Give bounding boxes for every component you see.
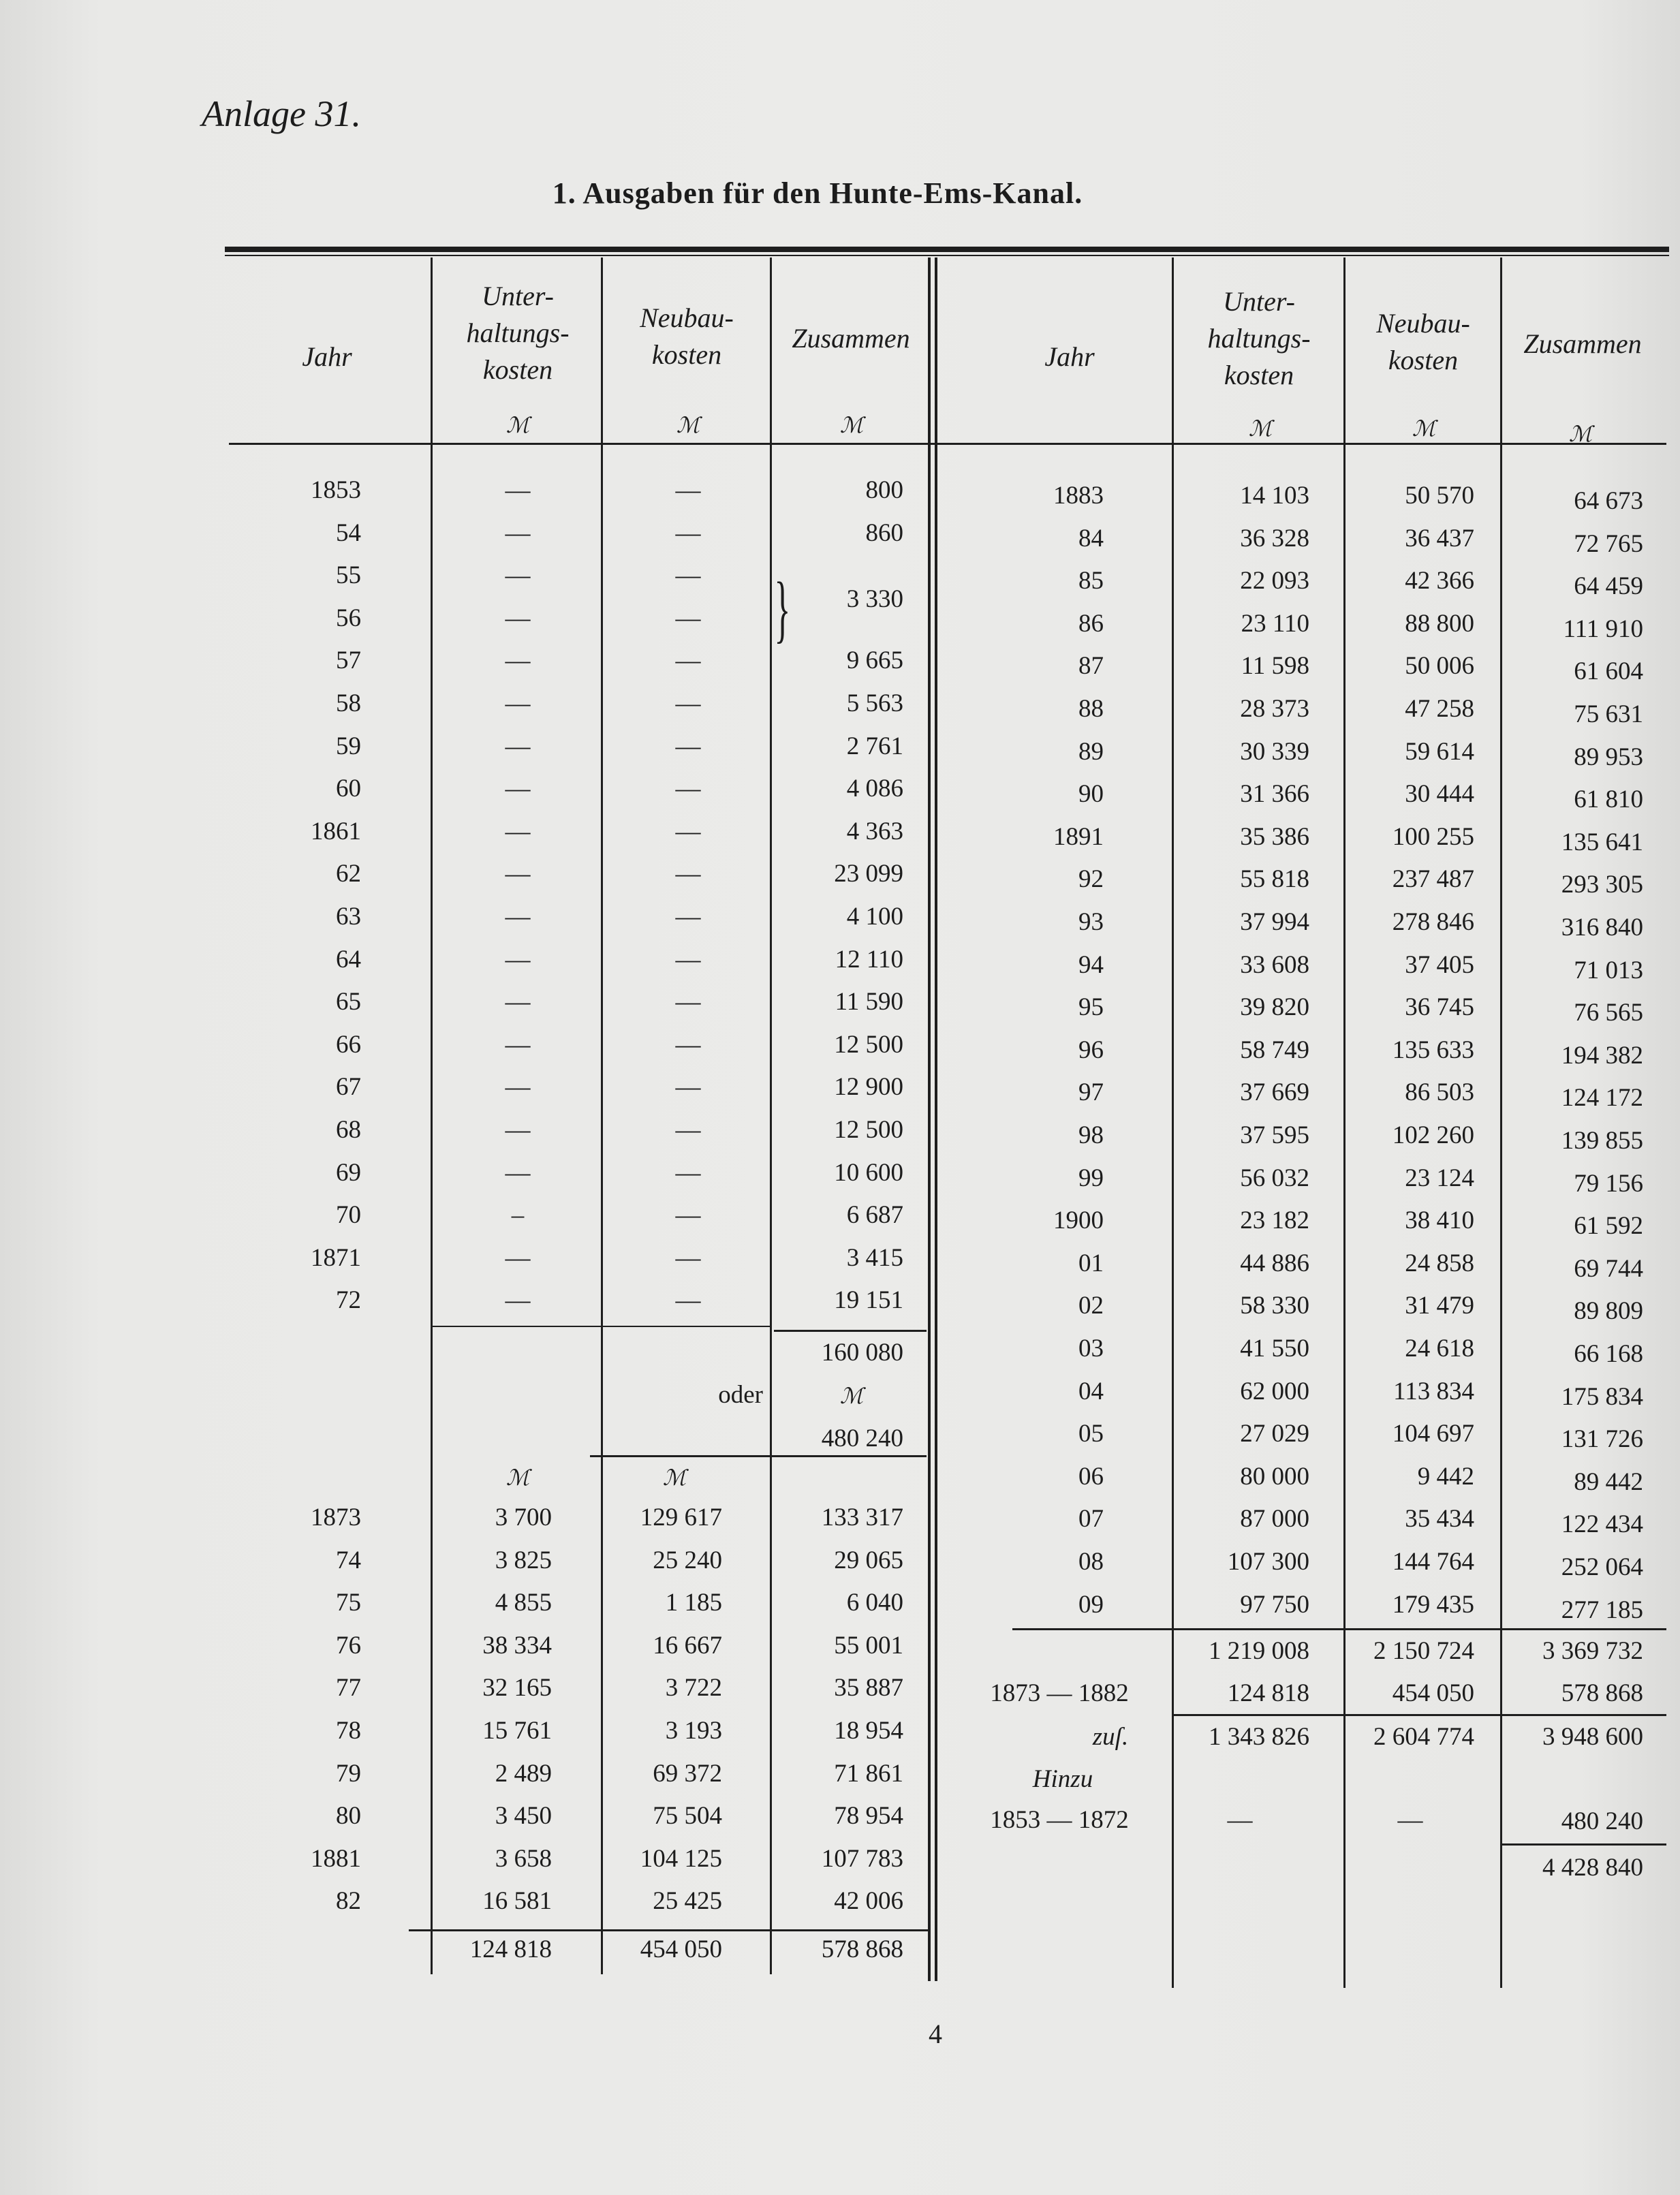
neubau-cell: — [675,518,701,547]
unterhaltung-cell: 58 749 [1240,1036,1309,1064]
zusammen-cell: 5 563 [846,689,903,717]
unterhaltung-cell: 38 334 [482,1631,552,1660]
unterhaltung-cell: — [505,1286,531,1315]
year-cell: 06 [1078,1462,1104,1491]
unterhaltung-cell: 37 994 [1240,908,1309,936]
right-subtotal-z: 3 369 732 [1542,1637,1643,1665]
unterhaltung-cell: 23 182 [1240,1207,1309,1235]
unterhaltung-cell: 31 366 [1240,780,1309,809]
zusammen-cell: 66 168 [1574,1340,1643,1368]
zusammen-cell: 107 783 [821,1844,903,1873]
zusammen-cell: 124 172 [1561,1084,1643,1112]
unterhaltung-cell: 33 608 [1240,950,1309,979]
year-cell: 99 [1078,1164,1104,1192]
zusammen-cell: 6 040 [846,1589,903,1617]
right-subtotal-u: 1 219 008 [1209,1637,1309,1665]
year-cell: 87 [1078,652,1104,681]
year-cell: 1861 [311,817,361,845]
left-sep-rule [431,1326,771,1327]
neubau-cell: 75 504 [653,1802,722,1831]
year-cell: 02 [1078,1292,1104,1320]
neubau-cell: 278 846 [1392,908,1474,936]
zusammen-cell: 122 434 [1561,1510,1643,1539]
year-cell: 72 [336,1286,361,1315]
unterhaltung-cell: 32 165 [482,1674,552,1702]
zusammen-cell: 23 099 [834,860,903,888]
header-neubau-left: Neubau- kosten [640,302,734,370]
right-range-1873-n: 454 050 [1392,1679,1474,1707]
col-rule-r3 [1500,258,1502,1988]
unterhaltung-cell: 107 300 [1227,1548,1309,1576]
right-zus-u: 1 343 826 [1209,1723,1309,1751]
neubau-cell: 37 405 [1405,950,1474,979]
header-unterhaltung-left: Unter- haltungs- kosten [466,281,570,385]
unterhaltung-cell: 28 373 [1240,695,1309,723]
unterhaltung-cell: — [505,732,531,760]
neubau-cell: 38 410 [1405,1207,1474,1235]
left-mark-total-n: 454 050 [640,1935,722,1963]
year-cell: 92 [1078,865,1104,894]
year-cell: 89 [1078,737,1104,766]
unit-left-z: ℳ︀ [839,413,864,437]
header-rule [229,443,1666,445]
neubau-cell: 24 618 [1405,1335,1474,1363]
unit-left-n: ℳ︀ [676,413,700,437]
zusammen-cell: 277 185 [1561,1595,1643,1624]
top-rule-thick [225,247,1669,252]
zusammen-cell: 78 954 [834,1802,903,1831]
unit-right-n: ℳ [1412,416,1436,441]
unterhaltung-cell: 58 330 [1240,1292,1309,1320]
year-cell: 76 [336,1631,361,1660]
year-cell: 67 [336,1073,361,1102]
year-cell: 70 [336,1201,361,1230]
neubau-cell: — [675,732,701,760]
neubau-cell: — [675,988,701,1016]
year-cell: 62 [336,860,361,888]
year-cell: 82 [336,1887,361,1916]
neubau-cell: — [675,903,701,931]
zusammen-cell: 293 305 [1561,871,1643,899]
right-zus-z: 3 948 600 [1542,1723,1643,1751]
zusammen-cell: 135 641 [1561,828,1643,856]
zusammen-cell: 72 765 [1574,529,1643,558]
unterhaltung-cell: 56 032 [1240,1164,1309,1192]
year-cell: 85 [1078,567,1104,595]
unterhaltung-cell: 3 450 [495,1802,552,1831]
year-cell: 75 [336,1589,361,1617]
zusammen-cell: 3 415 [846,1243,903,1272]
zusammen-cell: 55 001 [834,1631,903,1660]
zusammen-cell: 12 110 [835,945,903,974]
year-cell: 69 [336,1158,361,1187]
neubau-cell: 69 372 [653,1759,722,1788]
unterhaltung-cell: — [505,1116,531,1144]
zusammen-cell: 61 592 [1574,1212,1643,1241]
braced-value-55-56: 3 330 [846,585,903,613]
header-neubau-right: Neubau- kosten [1376,308,1470,375]
unit-right-u: ℳ [1248,416,1273,441]
neubau-cell: — [675,1243,701,1272]
year-cell: 1883 [1053,482,1104,510]
header-zusammen-right: Zusammen [1523,328,1642,359]
unterhaltung-cell: – [511,1201,525,1230]
unterhaltung-cell: 27 029 [1240,1420,1309,1448]
unterhaltung-cell: 44 886 [1240,1249,1309,1277]
unterhaltung-cell: — [505,647,531,675]
right-hinzu-range: 1853 — 1872 [990,1806,1129,1834]
unterhaltung-cell: — [505,860,531,888]
unterhaltung-cell: — [505,903,531,931]
year-cell: 1873 [311,1504,361,1531]
neubau-cell: 3 722 [665,1674,722,1702]
col-rule-l3 [770,258,772,1974]
neubau-cell: 35 434 [1405,1505,1474,1534]
neubau-cell: — [675,647,701,675]
brace-55-56: } [774,567,791,650]
zusammen-cell: 194 382 [1561,1041,1643,1070]
left-mark-total-u: 124 818 [469,1935,552,1963]
zusammen-cell: 2 761 [846,732,903,760]
unterhaltung-cell: — [505,476,531,504]
unterhaltung-cell: — [505,561,531,590]
neubau-cell: — [675,775,701,803]
right-zus-rule [1172,1714,1666,1716]
right-subtotal-rule [1012,1628,1666,1630]
zusammen-cell: 69 744 [1574,1254,1643,1283]
zusammen-cell: 139 855 [1561,1127,1643,1155]
top-rule-thin [225,255,1669,256]
center-rule-a [928,258,931,1981]
neubau-cell: 16 667 [653,1631,722,1660]
zusammen-cell: 4 100 [846,903,903,931]
zusammen-cell: 89 442 [1574,1467,1643,1496]
zusammen-cell: 71 013 [1574,956,1643,984]
year-cell: 66 [336,1030,361,1059]
unterhaltung-cell: 4 855 [495,1589,552,1617]
zusammen-cell: 175 834 [1561,1382,1643,1411]
unterhaltung-cell: 80 000 [1240,1462,1309,1491]
unterhaltung-cell: 55 818 [1240,865,1309,894]
year-cell: 04 [1078,1377,1104,1405]
neubau-cell: 135 633 [1392,1036,1474,1064]
unterhaltung-cell: — [505,945,531,974]
col-rule-r1 [1172,258,1174,1988]
left-mark-total-rule [409,1929,928,1931]
year-cell: 95 [1078,993,1104,1022]
year-cell: 56 [336,604,361,632]
zusammen-cell: 29 065 [834,1546,903,1574]
year-cell: 59 [336,732,361,760]
neubau-cell: 25 240 [653,1546,722,1574]
year-cell: 77 [336,1674,361,1702]
neubau-cell: — [675,476,701,504]
year-cell: 65 [336,988,361,1016]
year-cell: 74 [336,1546,361,1574]
unterhaltung-cell: 14 103 [1240,482,1309,510]
neubau-cell: 179 435 [1392,1590,1474,1619]
right-range-1873-label: 1873 — 1882 [990,1679,1129,1707]
zusammen-cell: 11 590 [835,988,903,1016]
right-zus-label: zuſ. [1092,1723,1129,1751]
zusammen-cell: 12 500 [834,1030,903,1059]
left-taler-sum-rule [774,1330,927,1332]
unterhaltung-cell: 35 386 [1240,822,1309,851]
unterhaltung-cell: 16 581 [482,1887,552,1916]
header-unterhaltung-right: Unter- haltungs- kosten [1207,286,1311,390]
neubau-cell: 113 834 [1393,1377,1474,1405]
unterhaltung-cell: 37 595 [1240,1121,1309,1149]
neubau-cell: 237 487 [1392,865,1474,894]
neubau-cell: — [675,689,701,717]
neubau-cell: — [675,1073,701,1102]
zusammen-cell: 800 [865,476,903,504]
year-cell: 97 [1078,1078,1104,1107]
year-cell: 88 [1078,695,1104,723]
year-cell: 96 [1078,1036,1104,1064]
col-rule-r2 [1343,258,1345,1988]
neubau-cell: 23 124 [1405,1164,1474,1192]
year-cell: 07 [1078,1505,1104,1534]
zusammen-cell: 111 910 [1563,614,1643,643]
zusammen-cell: 12 900 [834,1073,903,1102]
zusammen-cell: 4 086 [846,775,903,803]
right-hinzu-n: — [1397,1806,1423,1834]
zusammen-cell: 61 810 [1574,785,1643,814]
year-cell: 60 [336,775,361,803]
neubau-cell: 59 614 [1405,737,1474,766]
right-range-1873-u: 124 818 [1227,1679,1309,1707]
year-cell: 01 [1078,1249,1104,1277]
oder-label: oder [718,1381,763,1409]
neubau-cell: 104 697 [1392,1420,1474,1448]
left-mark-total-z: 578 868 [821,1935,903,1963]
unterhaltung-cell: — [505,1030,531,1059]
left-mark-unit-n: ℳ [662,1465,687,1490]
center-rule-b [935,258,937,1981]
year-cell: 05 [1078,1420,1104,1448]
right-hinzu-z: 480 240 [1561,1807,1643,1835]
zusammen-cell: 76 565 [1574,999,1643,1027]
right-range-1873-z: 578 868 [1561,1679,1643,1707]
year-cell: 08 [1078,1548,1104,1576]
year-cell: 98 [1078,1121,1104,1149]
neubau-cell: 100 255 [1392,822,1474,851]
year-cell: 64 [336,945,361,974]
right-subtotal-n: 2 150 724 [1373,1637,1474,1665]
unterhaltung-cell: — [505,1073,531,1102]
right-grand-rule [1500,1843,1666,1846]
unterhaltung-cell: 87 000 [1240,1505,1309,1534]
zusammen-cell: 4 363 [846,817,903,845]
right-hinzu-u: — [1227,1806,1253,1834]
year-cell: 80 [336,1802,361,1831]
page-number: 4 [929,2019,942,2049]
neubau-cell: — [675,561,701,590]
year-cell: 68 [336,1116,361,1144]
unterhaltung-cell: — [505,689,531,717]
zusammen-cell: 316 840 [1561,914,1643,941]
year-cell: 1900 [1053,1207,1104,1235]
zusammen-cell: 42 006 [834,1887,903,1916]
year-cell: 54 [336,518,361,547]
neubau-cell: 24 858 [1405,1249,1474,1277]
unterhaltung-cell: — [505,604,531,632]
zusammen-cell: 75 631 [1574,700,1643,728]
neubau-cell: 36 437 [1405,524,1474,552]
year-cell: 93 [1078,908,1104,936]
neubau-cell: 104 125 [640,1844,722,1873]
unit-left-u: ℳ︀ [505,413,530,437]
appendix-label: Anlage 31. [202,93,361,134]
right-zus-n: 2 604 774 [1373,1723,1474,1751]
left-mark-unit-u: ℳ [505,1465,530,1490]
neubau-cell: 31 479 [1405,1292,1474,1320]
zusammen-cell: 71 861 [834,1759,903,1788]
unterhaltung-cell: 3 825 [495,1546,552,1574]
neubau-cell: — [675,604,701,632]
year-cell: 78 [336,1717,361,1745]
unterhaltung-cell: — [505,988,531,1016]
left-total-in-mark: 480 240 [821,1425,903,1452]
year-cell: 79 [336,1759,361,1788]
year-cell: 58 [336,689,361,717]
unterhaltung-cell: 2 489 [495,1759,552,1788]
left-mark-unit: ℳ [839,1384,864,1408]
header-zusammen-left: Zusammen [792,323,910,354]
year-cell: 1853 [311,476,361,504]
neubau-cell: — [675,1030,701,1059]
neubau-cell: 30 444 [1405,780,1474,809]
zusammen-cell: 9 665 [846,647,903,675]
neubau-cell: — [675,945,701,974]
unterhaltung-cell: 41 550 [1240,1335,1309,1363]
neubau-cell: — [675,1201,701,1230]
neubau-cell: 86 503 [1405,1078,1474,1107]
unit-right-z: ℳ [1568,422,1593,446]
unterhaltung-cell: — [505,1158,531,1187]
zusammen-cell: 133 317 [821,1504,903,1531]
neubau-cell: 47 258 [1405,695,1474,723]
neubau-cell: 9 442 [1417,1462,1474,1491]
zusammen-cell: 89 809 [1574,1297,1643,1326]
zusammen-cell: 89 953 [1574,743,1643,771]
zusammen-cell: 64 673 [1574,487,1643,515]
neubau-cell: 3 193 [665,1717,722,1745]
right-hinzu-label: Hinzu [1032,1765,1093,1793]
zusammen-cell: 10 600 [834,1158,903,1187]
right-grand-total: 4 428 840 [1542,1854,1643,1882]
year-cell: 84 [1078,524,1104,552]
neubau-cell: — [675,1116,701,1144]
neubau-cell: 88 800 [1405,609,1474,638]
neubau-cell: 144 764 [1392,1548,1474,1576]
col-rule-l1 [431,258,433,1974]
unterhaltung-cell: 37 669 [1240,1078,1309,1107]
unterhaltung-cell: — [505,518,531,547]
zusammen-cell: 131 726 [1561,1425,1643,1454]
neubau-cell: — [675,1158,701,1187]
neubau-cell: 42 366 [1405,567,1474,595]
year-cell: 1891 [1053,822,1104,851]
unterhaltung-cell: 30 339 [1240,737,1309,766]
zusammen-cell: 12 500 [834,1116,903,1144]
unterhaltung-cell: — [505,775,531,803]
unterhaltung-cell: 22 093 [1240,567,1309,595]
year-cell: 1871 [311,1243,361,1272]
unterhaltung-cell: 23 110 [1241,609,1309,638]
unterhaltung-cell: — [505,817,531,845]
year-cell: 03 [1078,1335,1104,1363]
neubau-cell: 50 570 [1405,482,1474,510]
zusammen-cell: 19 151 [834,1286,903,1315]
neubau-cell: 50 006 [1405,652,1474,681]
year-cell: 94 [1078,950,1104,979]
neubau-cell: — [675,817,701,845]
zusammen-cell: 6 687 [846,1201,903,1230]
unterhaltung-cell: 11 598 [1241,652,1309,681]
col-rule-l2 [601,258,603,1974]
neubau-cell: — [675,860,701,888]
year-cell: 90 [1078,780,1104,809]
year-cell: 86 [1078,609,1104,638]
zusammen-cell: 64 459 [1574,572,1643,601]
zusammen-cell: 35 887 [834,1674,903,1702]
neubau-cell: 1 185 [665,1589,722,1617]
neubau-cell: 36 745 [1405,993,1474,1022]
unterhaltung-cell: 39 820 [1240,993,1309,1022]
zusammen-cell: 79 156 [1574,1169,1643,1198]
unterhaltung-cell: 36 328 [1240,524,1309,552]
header-jahr-right: Jahr [1044,341,1095,372]
year-cell: 63 [336,903,361,931]
unterhaltung-cell: — [505,1243,531,1272]
year-cell: 57 [336,647,361,675]
header-jahr-left: Jahr [302,341,352,372]
neubau-cell: 129 617 [640,1504,722,1531]
zusammen-cell: 18 954 [834,1717,903,1745]
year-cell: 1881 [311,1844,361,1873]
left-taler-total: 160 080 [821,1339,903,1367]
unterhaltung-cell: 3 658 [495,1844,552,1873]
zusammen-cell: 860 [865,518,903,547]
year-cell: 09 [1078,1590,1104,1619]
neubau-cell: 25 425 [653,1887,722,1916]
neubau-cell: — [675,1286,701,1315]
table-title: 1. Ausgaben für den Hunte-Ems-Kanal. [552,176,1083,210]
unterhaltung-cell: 3 700 [495,1504,552,1531]
neubau-cell: 102 260 [1392,1121,1474,1149]
left-mark-sep-rule [590,1455,927,1457]
unterhaltung-cell: 97 750 [1240,1590,1309,1619]
unterhaltung-cell: 15 761 [482,1717,552,1745]
zusammen-cell: 252 064 [1561,1553,1643,1581]
unterhaltung-cell: 62 000 [1240,1377,1309,1405]
zusammen-cell: 61 604 [1574,657,1643,686]
year-cell: 55 [336,561,361,590]
